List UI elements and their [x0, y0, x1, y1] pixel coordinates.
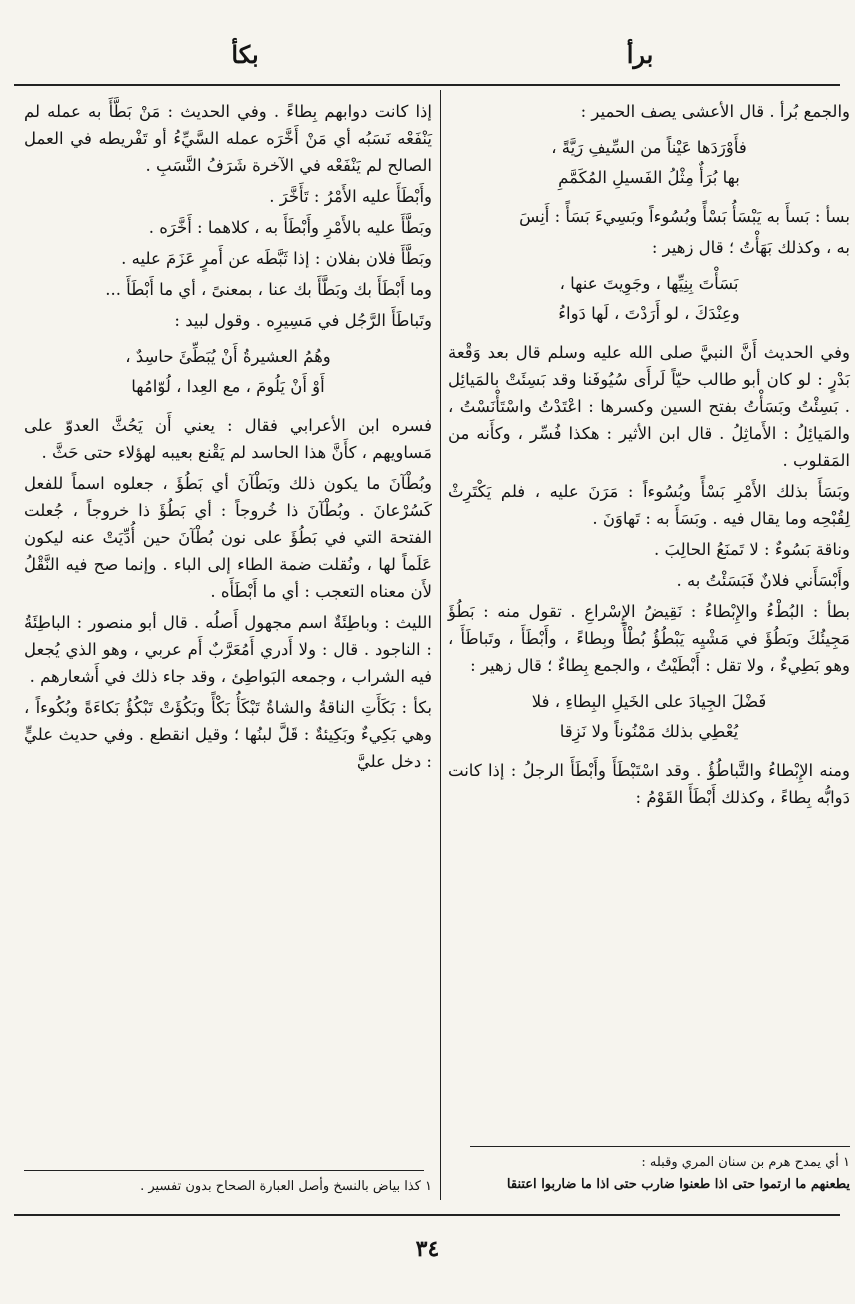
verse-line: فأَوْرَدَها عَيْناً من السِّيفِ رَيَّةً ،: [551, 138, 747, 157]
guide-word-right: برأ: [626, 40, 654, 69]
verse: [448, 133, 850, 193]
paragraph: والجمع بُرأ . قال الأعشى يصف الحمير :: [580, 102, 850, 121]
paragraph: ومنه الإِبْطاءُ والتَّباطُؤُ . وقد اسْتَبْطَأَ وأَبْطَأَ الرجلُ : إذا كانت دَوابُّه بِطاءً ، وكذلك أَبْطَأَ القَوْمُ :: [448, 761, 850, 807]
verse-line: وهُمُ العشيرةُ أَنْ يُبَطِّئَ حاسِدٌ ،: [125, 347, 331, 366]
verse-line: بَسَأْتَ بِنِيِّها ، وجَوِيتَ عنها ،: [559, 274, 739, 293]
left-column: [24, 98, 432, 779]
paragraph: وفي الحديث أَنَّ النبيَّ صلى الله عليه وسلم قال بعد وَقْعة بَدْرٍ : لو كان أبو طالب حيّاً لَرأَى سُيُوفَنا وقد بَسِئَتْ بالمَيائِل . بَسِئْتُ وبَسَأْتُ بفتح السين وكسرها : اعْتَدْتُ واسْتَأْنَسْتُ ، والمَيائِلُ : الأَماثِلُ . قال ابن الأثير : هكذا فُسِّر ، وكأَنه من المَقلوب .: [448, 343, 850, 470]
verse: [448, 687, 850, 747]
footnote-rule-right: [470, 1146, 850, 1147]
paragraph: وأَبْسَأَني فلانٌ فَبَسَئْتُ به .: [676, 571, 850, 590]
footnote-text: ١ أي يمدح هرم بن سنان المري وقبله :: [641, 1155, 850, 1170]
verse-line: فَضْلَ الجِيادَ على الخَيلِ البِطاءِ ، فلا: [531, 692, 767, 711]
paragraph: وبَطَّأَ عليه بالأَمْرِ وأَبْطَأَ به ، كلاهما : أَخَّرَه .: [148, 218, 432, 237]
footnote-left: ١ كذا بياض بالنسخ وأصل العبارة الصحاح بدون تفسير .: [140, 1179, 432, 1194]
bottom-rule: [14, 1214, 840, 1216]
verse: [448, 269, 850, 329]
paragraph: وبُطْآنَ ما يكون ذلك وبَطْآنَ أي بَطُؤَ ، جعلوه اسماً للفعل كَسُرْعانَ . وبُطْآنَ ذا خُروجاً : أي بَطُؤَ ذا خروجاً ، جُعلت الفتحة التي في بَطُؤَ على نون بُطْآنَ حين أُدِّيَتْ عنه ليكون عَلَماً لها ، ونُقلت ضمة الطاء إلى الباء . وإنما صح فيه النَّقْلُ لأَن معناه التعجب : أي ما أَبْطَأَه .: [24, 474, 432, 601]
header-rule: [14, 84, 840, 86]
paragraph: وبَطَّأَ فلان بفلان : إذا ثَبَّطَه عن أَمرٍ عَزَمَ عليه .: [121, 249, 432, 268]
right-column: [448, 98, 850, 815]
footnote-right: [448, 1152, 850, 1196]
paragraph: فسره ابن الأعرابي فقال : يعني أَن يَحُثَّ العدوّ على مَساويهم ، كأَنَّ هذا الحاسد لم يَقْنع بعيبه لهؤلاء حتى حَثَّ .: [24, 416, 432, 462]
page-number: ٣٤: [415, 1236, 440, 1262]
paragraph: وما أَبْطَأَ بك وبَطَّأَ بك عنا ، بمعنىً ، أي ما أَبْطَأَ ...: [105, 280, 432, 299]
paragraph: وبَسَأَ بذلك الأَمْرِ بَسْأً وبُسُوءاً : مَرَنَ عليه ، فلم يَكْتَرِثْ لِقُبْحِه وما يقال فيه . وبَسَأَ به : تَهاوَنَ .: [448, 482, 850, 528]
verse: [24, 342, 432, 402]
footnote-rule-left: [24, 1170, 424, 1171]
paragraph: به ، وكذلك بَهَأْتُ ؛ قال زهير :: [651, 238, 850, 257]
verse-line: بها بُرَأٌ مِثْلُ الفَسيلِ المُكَمَّمِ: [558, 168, 740, 187]
paragraph: وناقة بَسُوءٌ : لا تَمنَعُ الحالِبَ .: [653, 540, 850, 559]
verse-line: أَوْ أَنْ يَلُومَ ، مع العِدا ، لُوّامُها: [131, 377, 325, 396]
guide-word-left: بكأ: [231, 40, 259, 69]
paragraph: وأَبْطَأَ عليه الأَمْرُ : تَأَخَّرَ .: [269, 187, 432, 206]
verse-line: يُعْطِي بذلك مَمْنُوناً ولا نَزِقا: [559, 722, 739, 741]
paragraph: الليث : وباطِئَةٌ اسم مجهول أَصلُه . قال أبو منصور : الباطِئَةُ : الناجود . قال : ولا أَدري أَمُعَرَّبٌ أَم عربي ، وهو الذي يُجعل فيه الشراب ، وجمعه البَواطِئ ، وقد جاء ذلك في أَشعارهم .: [24, 613, 432, 686]
verse-line: وعِنْدَكَ ، لو أَرَدْتَ ، لَها دَواءُ: [558, 304, 740, 323]
entry-baka: بكأ : بَكَأَتِ الناقةُ والشاةُ تَبْكَأُ بَكْأً وبَكُؤَتْ تَبْكُؤُ بَكاءَةً وبُكُوءاً ، وهي بَكِيءٌ وبَكِيئةٌ : قَلَّ لبنُها ؛ وقيل انقطع . وفي حديث عليٍّ : دخل عليَّ: [24, 698, 432, 771]
entry-bata: بطأ : البُطْءُ والإِبْطاءُ : نَقِيضُ الإِسْراعِ . تقول منه : بَطُؤَ مَجِيئُكَ وبَطُؤَ في مَشْيِه يَبْطُؤُ بُطْأً وبِطاءً ، وأَبْطَأَ ، وتَباطَأَ ، وهو بَطِيءٌ ، ولا تقل : أَبْطَيْتُ ، والجمع بِطاءٌ ؛ قال زهير :: [448, 602, 850, 675]
footnote-verse: يطعنهم ما ارتموا حتى اذا طعنوا ضارب حتى اذا ما ضاربوا اعتنقا: [506, 1177, 850, 1192]
entry-basa: بسأ : بَسأَ به يَبْسَأُ بَسْأً وبُسُوءاً وبَسِيءَ بَسَأً : أَنِسَ: [519, 207, 850, 226]
paragraph: وتَباطَأَ الرَّجُل في مَسِيرِه . وقول لبيد :: [174, 311, 432, 330]
paragraph: إذا كانت دوابهم بِطاءً . وفي الحديث : مَنْ بَطَّأَ به عمله لم يَنْفَعْه نَسَبُه أي مَنْ أَخَّرَه عمله السَّيِّءُ أو تَفْريطه في العمل الصالح لم يَنْفَعْه في الآخرة شَرَفُ النَّسَبِ .: [24, 102, 432, 175]
column-divider: [440, 90, 441, 1200]
